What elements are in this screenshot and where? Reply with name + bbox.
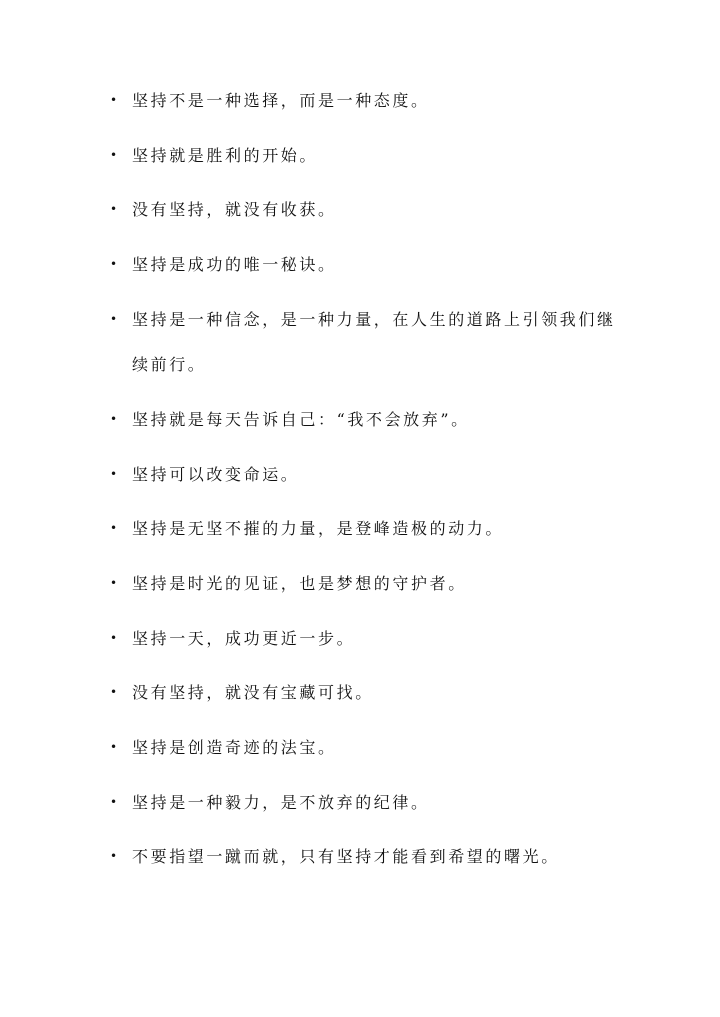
bullet-icon: • <box>110 411 118 426</box>
bullet-icon: • <box>110 147 118 162</box>
list-item <box>0 133 720 179</box>
quote-text: 坚持是一种毅力，是不放弃的纪律。 <box>132 792 430 812</box>
bullet-icon: • <box>110 849 118 864</box>
quote-text: 坚持就是每天告诉自己：“我不会放弃”。 <box>132 409 470 429</box>
bullet-icon: • <box>110 466 118 481</box>
quote-text: 没有坚持，就没有收获。 <box>132 200 337 220</box>
bullet-icon: • <box>110 685 118 700</box>
quote-list <box>0 78 720 889</box>
bullet-icon: • <box>110 93 118 107</box>
quote-text: 坚持一天，成功更近一步。 <box>132 628 356 648</box>
list-item <box>0 780 720 826</box>
quote-text: 坚持是无坚不摧的力量，是登峰造极的动力。 <box>132 519 505 539</box>
list-item <box>0 297 720 388</box>
bullet-icon: • <box>110 202 118 217</box>
list-item <box>0 242 720 288</box>
list-item <box>0 561 720 607</box>
bullet-icon: • <box>110 257 118 272</box>
list-item <box>0 506 720 552</box>
quote-text: 没有坚持，就没有宝藏可找。 <box>132 683 374 703</box>
bullet-icon: • <box>110 630 118 645</box>
quote-text: 坚持是成功的唯一秘诀。 <box>132 255 337 275</box>
quote-text: 坚持不是一种选择，而是一种态度。 <box>132 91 430 110</box>
list-item <box>0 187 720 233</box>
list-item <box>0 725 720 771</box>
list-item <box>0 397 720 443</box>
list-item <box>0 670 720 716</box>
list-item <box>0 452 720 498</box>
quote-text: 坚持是一种信念，是一种力量，在人生的道路上引领我们继续前行。 <box>132 309 616 375</box>
quote-text: 坚持可以改变命运。 <box>132 464 300 484</box>
list-item <box>0 834 720 880</box>
quote-text: 坚持就是胜利的开始。 <box>132 145 319 165</box>
quote-text: 坚持是时光的见证，也是梦想的守护者。 <box>132 574 467 593</box>
list-item <box>0 616 720 662</box>
bullet-icon: • <box>110 576 118 590</box>
bullet-icon: • <box>110 740 118 755</box>
list-item <box>0 78 720 124</box>
quote-text: 不要指望一蹴而就，只有坚持才能看到希望的曙光。 <box>132 847 560 867</box>
quote-text: 坚持是创造奇迹的法宝。 <box>132 738 337 758</box>
bullet-icon: • <box>110 311 118 326</box>
bullet-icon: • <box>110 794 118 809</box>
bullet-icon: • <box>110 521 118 536</box>
